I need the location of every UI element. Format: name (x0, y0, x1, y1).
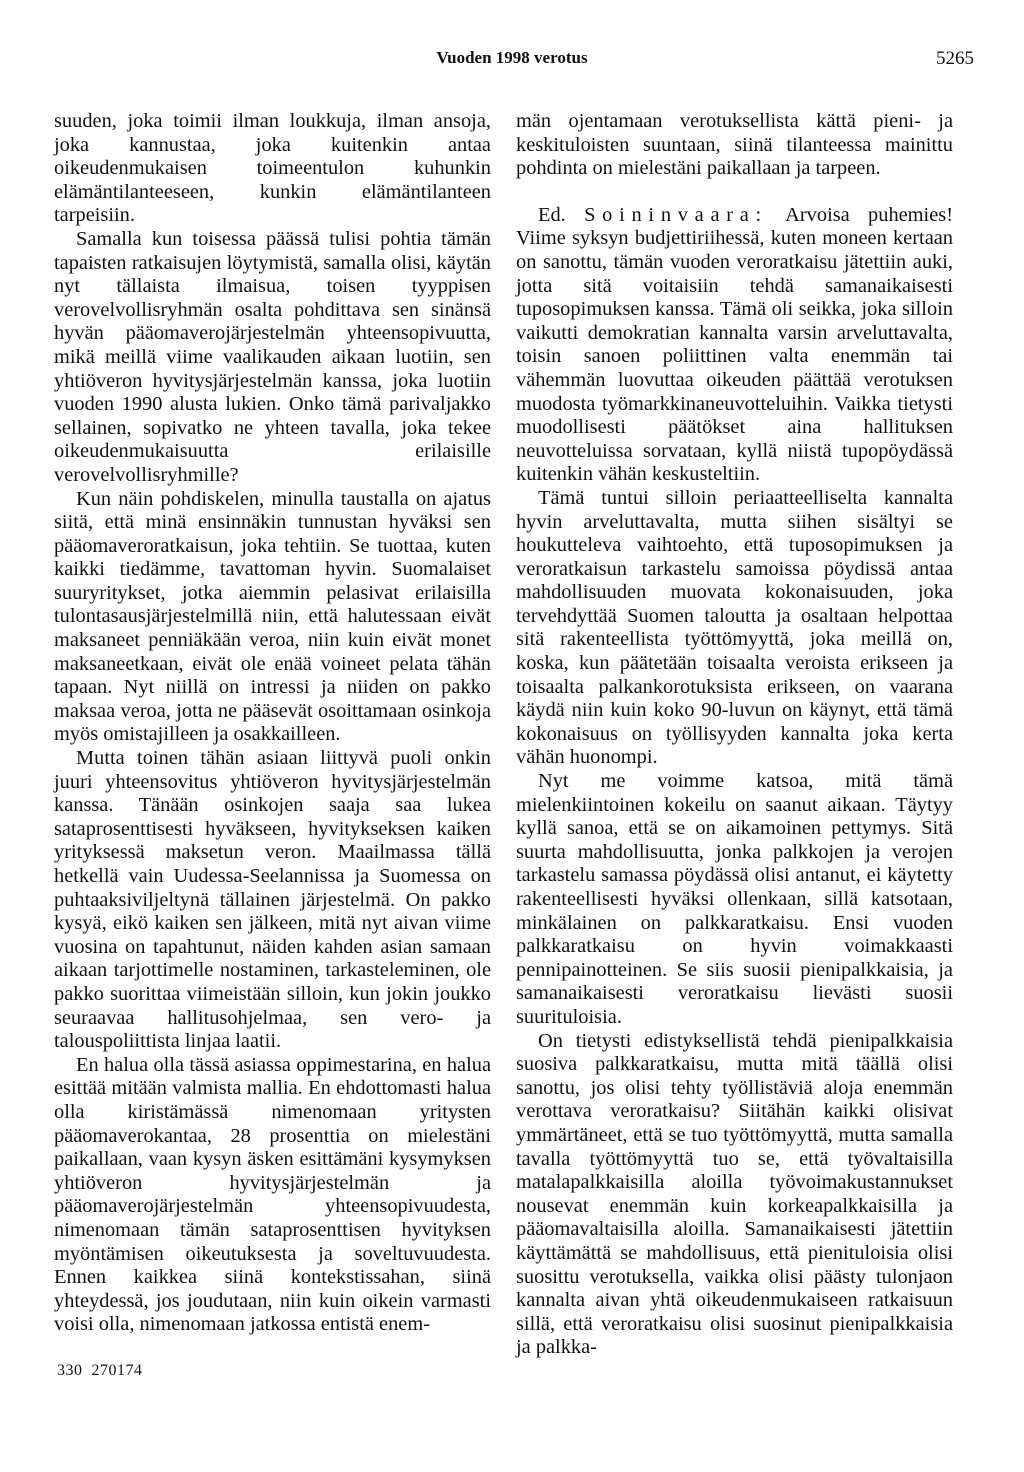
paragraph: suuden, joka toimii ilman loukkuja, ilman ansoja, joka kannustaa, joka kuitenkin antaa oikeudenmukaisen toimeentulon kuhunkin elämäntilanteeseen, kunkin elämäntilanteen tarpeisiin. (54, 110, 491, 227)
speaker-paragraph (516, 204, 953, 487)
paragraph: Kun näin pohdiskelen, minulla taustalla on ajatus siitä, että minä ensinnäkin tunnustan hyväksi sen pääomaveroratkaisun, joka tehtiin. Se tuottaa, kuten kaikki tiedämme, tavattoman hyvin. Suomalaiset suuryritykset, jotka aiemmin pelasivat erilaisilla tulontasausjärjestelmillä niin, että halutessaan eivät maksaneet penniäkään veroa, niin kuin eivät monet maksaneetkaan, eivät ole enää voineet pelata tähän tapaan. Nyt niillä on intressi ja niiden on pakko maksaa veroa, jotta ne pääsevät osoittamaan osinkoja myös omistajilleen ja osakkailleen. (54, 487, 491, 746)
speaker-prefix: Ed. (538, 203, 566, 226)
paragraph: Mutta toinen tähän asiaan liittyvä puoli onkin juuri yhteensovitus yhtiöveron hyvitysjärjestelmän kanssa. Tänään osinkojen saaja saa lukea sataprosenttisesti hyväkseen, hyvitykseksen kaiken yrityksessä maksetun veron. Maailmassa tällä hetkellä vain Uudessa-Seelannissa ja Suomessa on puhtaaksiviljeltynä tällainen järjestelmä. On pakko kysyä, eikö kaiken sen jälkeen, mitä nyt aivan viime vuosina on tapahtunut, näiden kahden asian samaan aikaan tarjottimelle nostaminen, tarkasteleminen, ole pakko suorittaa viimeistään silloin, kun jokin joukko seuraavaa hallitusohjelmaa, sen vero- ja talouspoliittista linjaa laatii. (54, 747, 491, 1053)
paragraph: On tietysti edistyksellistä tehdä pienipalkkaisia suosiva palkkaratkaisu, mutta mitä täällä olisi sanottu, jos olisi tehty työllistäviä aloja enemmän verottava veroratkaisu? Siitähän kaikki olisivat ymmärtäneet, että se tuo työttömyyttä, mutta samalla tavalla työttömyyttä tuo se, että työvaltaisilla matalapalkkaisilla aloilla työvoimakustannukset nousevat enemmän kuin korkeapalkkaisilla ja pääomavaltaisilla aloilla. Samanaikaisesti jätettiin käyttämättä se mahdollisuus, että pienituloisia olisi suosittu verotuksella, vaikka olisi päästy tulonjaon kannalta aivan yhtä oikeudenmukaiseen ratkaisuun sillä, että veroratkaisu olisi suosinut pienipalkkaisia ja palkka- (516, 1029, 953, 1359)
page-number: 5265 (936, 48, 974, 69)
left-column (54, 110, 491, 1337)
footer-code: 330 270174 (57, 1362, 143, 1379)
paragraph: Samalla kun toisessa päässä tulisi pohtia tämän tapaisten ratkaisujen löytymistä, samalla olisi, käytän nyt tällaista ilmaisua, toisen tyyppisen verovelvollisryhmän osalta pohdittava sen sinänsä hyvän pääomaverojärjestelmän yhteensopivuutta, mikä meillä viime vaalikauden aikaan luotiin, sen yhtiöveron hyvitysjärjestelmän kanssa, joka luotiin vuoden 1990 alusta lukien. Onko tämä parivaljakko sellainen, sopivatko ne yhteen tavalla, joka tekee oikeudenmukaisuutta erilaisille verovelvollisryhmille? (54, 227, 491, 486)
paragraph: män ojentamaan verotuksellista kättä pieni- ja keskituloisten suuntaan, siinä tilanteessa mainittu pohdinta on mielestäni paikallaan ja tarpeen. (516, 110, 953, 180)
paragraph: Nyt me voimme katsoa, mitä tämä mielenkiintoinen kokeilu on saanut aikaan. Täytyy kyllä sanoa, että se on aikamoinen pettymys. Sitä suurta mahdollisuutta, jonka palkkojen ja verojen tarkastelu samassa pöydässä olisi antanut, ei käytetty rakenteellisesti hyväksi ollenkaan, sillä katsotaan, minkälainen on palkkaratkaisu. Ensi vuoden palkkaratkaisu on hyvin voimakkaasti pennipainotteinen. Se siis suosii pienipalkkaisia, ja samanaikaisesti veroratkaisu lievästi suosii suurituloisia. (516, 770, 953, 1028)
speaker-text: Arvoisa puhemies! Viime syksyn budjettiriihessä, kuten moneen kertaan on sanottu, tämän vuoden veroratkaisu jätettiin auki, jotta sitä voitaisiin tehdä samanaikaisesti tuposopimuksen kanssa. Tämä oli seikka, joka silloin vaikutti demokratian kannalta varsin arveluttavalta, toisin sanoen poliittinen valta enemmän tai vähemmän luovuttaa oikeuden päättää verotuksen muodosta työmarkkinaneuvotteluihin. Vaikka tietysti muodollisesti päätökset aina hallituksen neuvotteluissa sorvataan, kyllä niistä tupopöydässä kuitenkin vähän keskusteltiin. (516, 203, 953, 486)
right-column (516, 110, 953, 1360)
paragraph: Tämä tuntui silloin periaatteelliselta kannalta hyvin arveluttavalta, mutta siihen sisältyi se houkutteleva vaihtoehto, että tuposopimuksen ja veroratkaisun tarkastelu samoissa pöydissä antaa mahdollisuuden muovata kokonaisuuden, joka tervehdyttää Suomen taloutta ja osaltaan helpottaa sitä rakenteellista työttömyyttä, joka meillä on, koska, kun päätetään toisaalta veroista erikseen ja toisaalta palkankorotuksista erikseen, on vaarana käydä niin kuin koko 90-luvun on käynyt, että tämä kokonaisuus on työllisyyden kannalta joka kerta vähän huonompi. (516, 486, 953, 769)
running-title: Vuoden 1998 verotus (436, 48, 588, 67)
paragraph: En halua olla tässä asiassa oppimestarina, en halua esittää mitään valmista mallia. En ehdottomasti halua olla kiristämässä nimenomaan yritysten pääomaverokantaa, 28 prosenttia on mielestäni paikallaan, vaan kysyn äsken esittämäni kysymyksen yhtiöveron hyvitysjärjestelmän ja pääomaverojärjestelmän yhteensopivuudesta, nimenomaan tämän sataprosenttisen hyvityksen myöntämisen oikeutuksesta ja soveltuvuudesta. Ennen kaikkea siinä kontekstissahan, siinä yhteydessä, jos joudutaan, niin kuin oikein varmasti voisi olla, nimenomaan jatkossa entistä enem- (54, 1053, 491, 1336)
speaker-name: Soininvaara: (584, 203, 768, 226)
